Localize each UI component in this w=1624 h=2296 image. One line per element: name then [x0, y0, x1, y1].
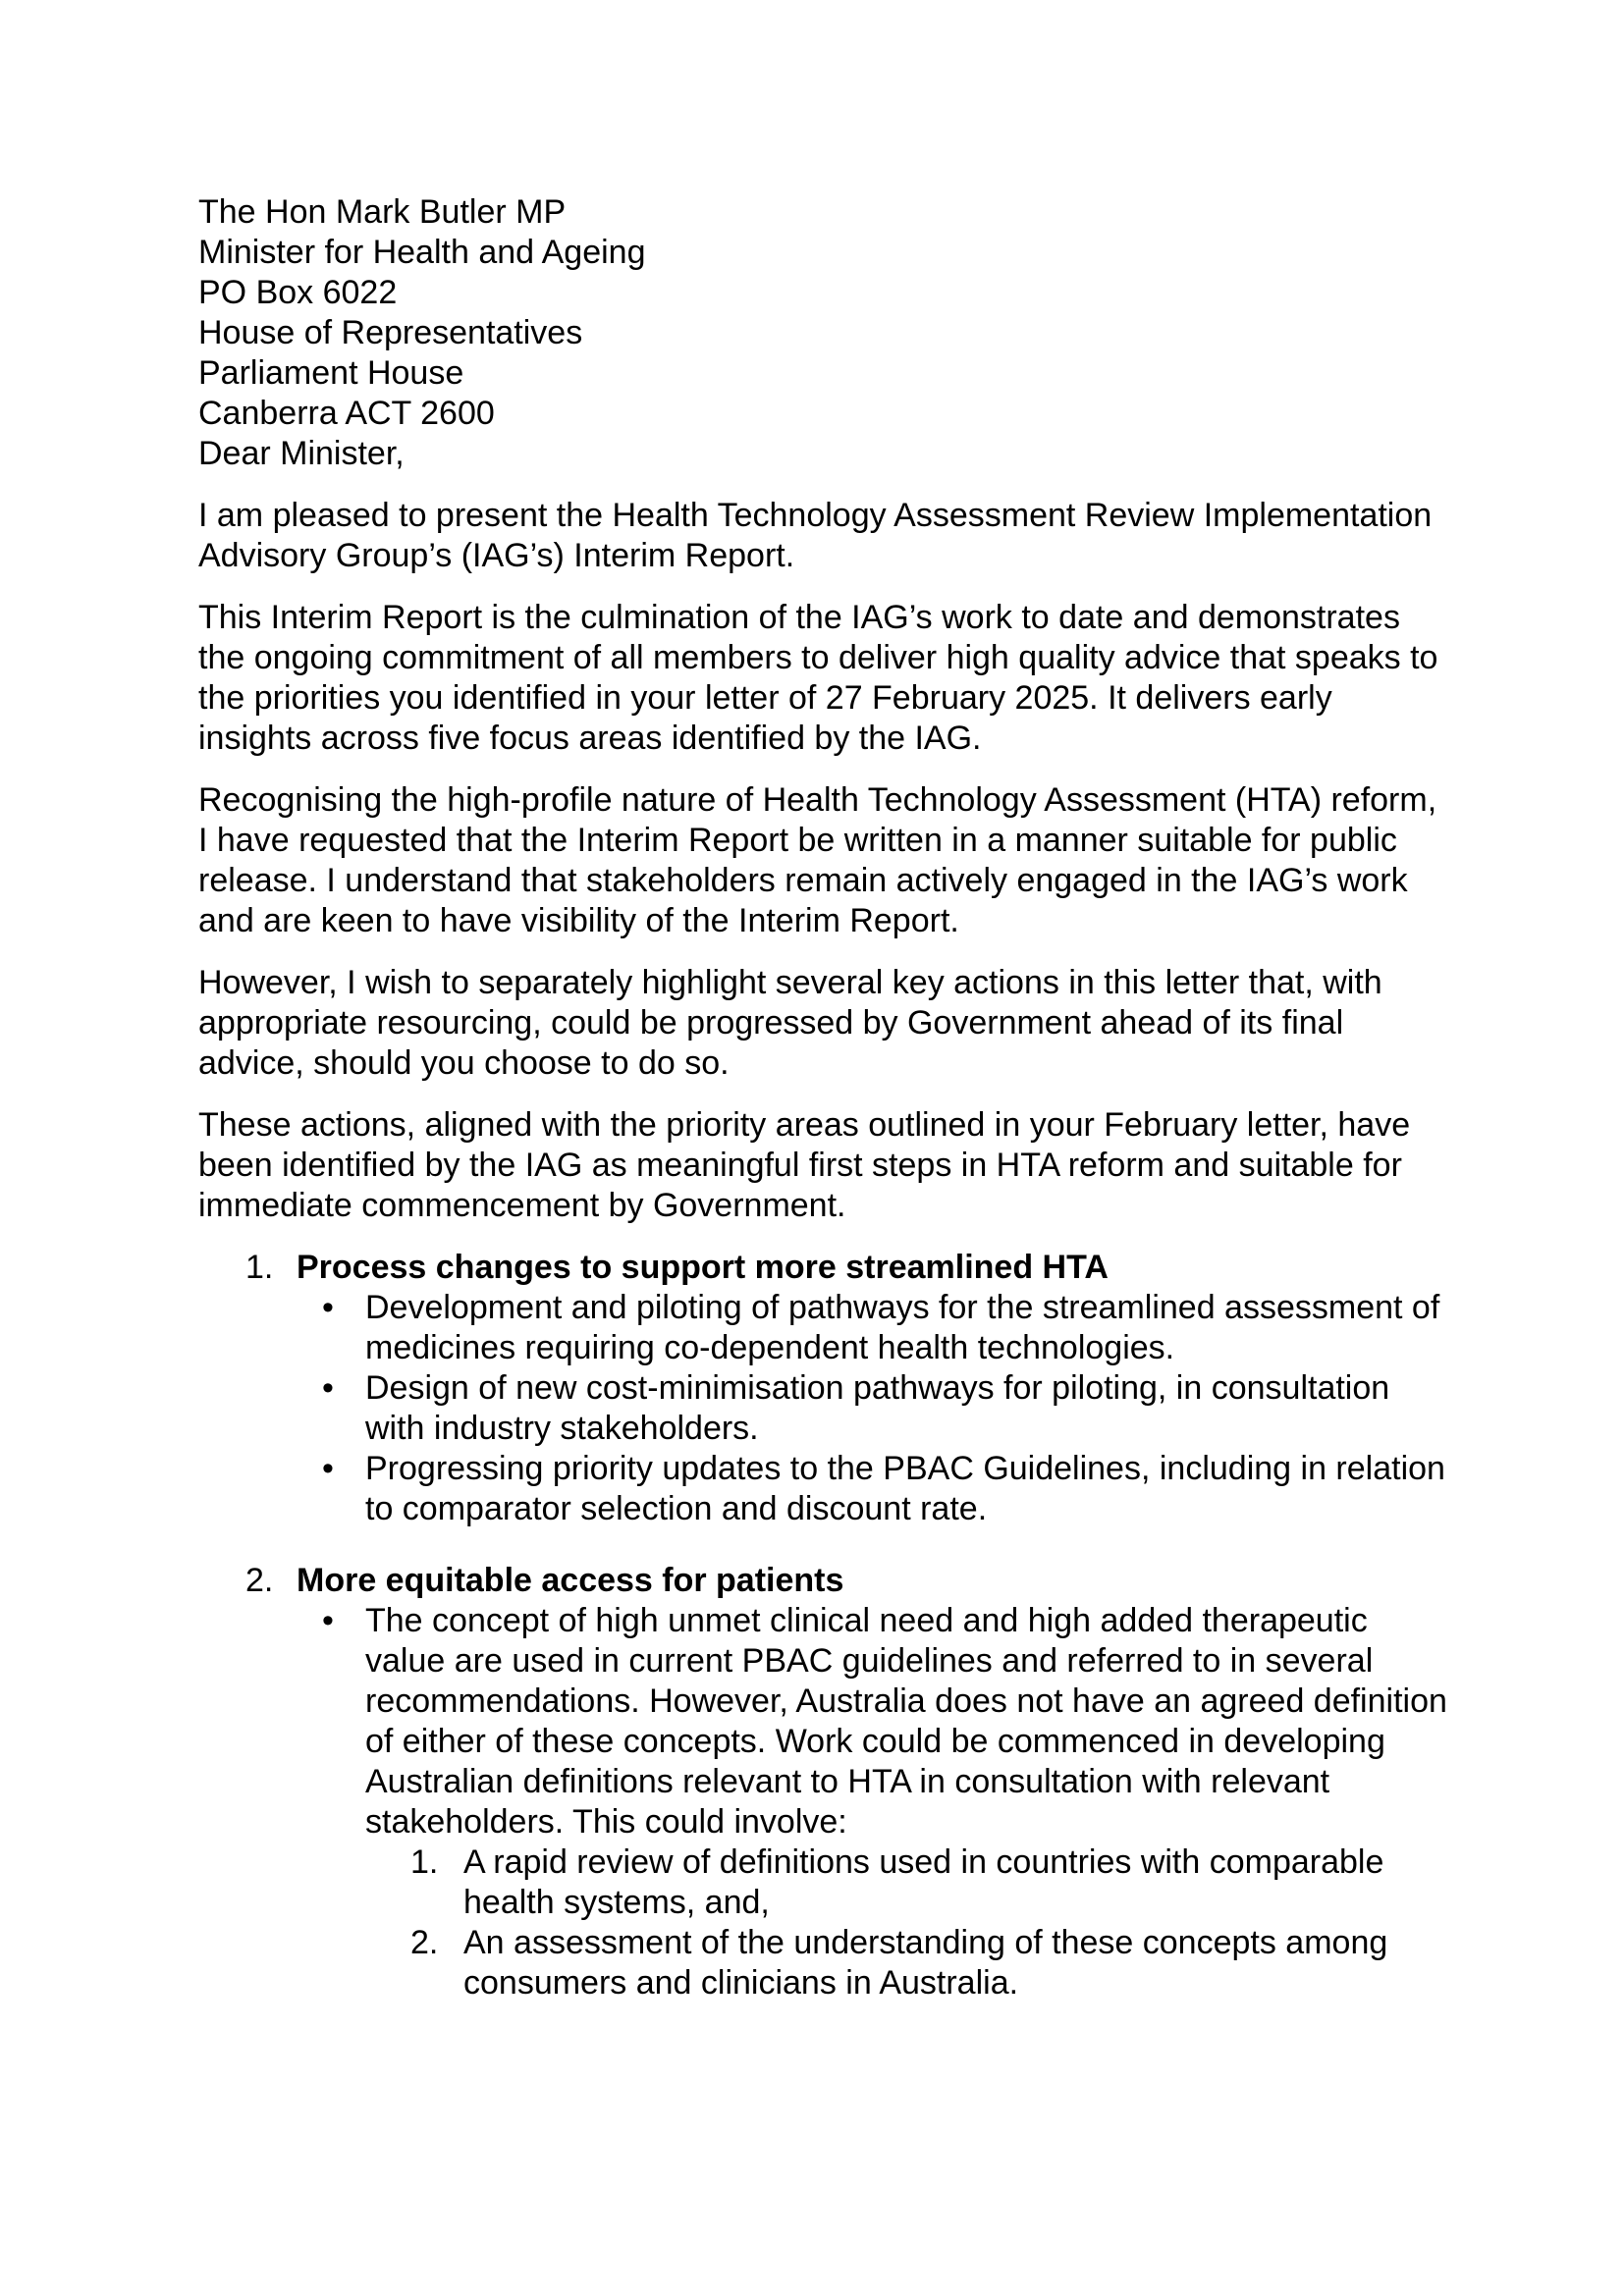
body-paragraph	[198, 598, 1455, 759]
text-line: Advisory Group’s (IAG’s) Interim Report.	[198, 537, 795, 574]
text-line: I have requested that the Interim Report be written in a manner suitable for public	[198, 822, 1397, 859]
text-line: value are used in current PBAC guidelines and referred to in several	[365, 1642, 1374, 1680]
text-line: the priorities you identified in your letter of 27 February 2025. It delivers early	[198, 679, 1332, 717]
text-line: insights across five focus areas identified by the IAG.	[198, 720, 982, 757]
text-line: with industry stakeholders.	[365, 1410, 759, 1447]
text-line: of either of these concepts. Work could be commenced in developing	[365, 1723, 1385, 1760]
text-line: stakeholders. This could involve:	[365, 1803, 847, 1841]
action-item	[198, 1248, 1455, 1529]
action-item	[198, 1561, 1455, 2003]
text-line: The concept of high unmet clinical need and high added therapeutic	[365, 1602, 1368, 1639]
bullet-item	[297, 1601, 1455, 2003]
bullet-item	[297, 1288, 1455, 1368]
salutation: Dear Minister,	[198, 435, 405, 472]
sub-list-item	[365, 1923, 1455, 2003]
text-line: immediate commencement by Government.	[198, 1187, 846, 1224]
text-line: medicines requiring co-dependent health technologies.	[365, 1329, 1175, 1366]
action-title: Process changes to support more streamlined HTA	[297, 1249, 1109, 1286]
action-number: 2.	[245, 1562, 274, 1599]
text-line: the ongoing commitment of all members to deliver high quality advice that speaks to	[198, 639, 1438, 676]
address-line: PO Box 6022	[198, 274, 398, 311]
address-line: House of Representatives	[198, 314, 583, 351]
text-line: health systems, and,	[463, 1884, 770, 1921]
text-line: Development and piloting of pathways for the streamlined assessment of	[365, 1289, 1440, 1326]
sub-list-item	[365, 1842, 1455, 1923]
text-line: to comparator selection and discount rate.	[365, 1490, 988, 1527]
bullet-icon: •	[322, 1450, 334, 1487]
text-line: Design of new cost-minimisation pathways for piloting, in consultation	[365, 1369, 1390, 1407]
text-line: consumers and clinicians in Australia.	[463, 1964, 1019, 2002]
text-line: However, I wish to separately highlight several key actions in this letter that, with	[198, 964, 1382, 1001]
sub-item-number: 1.	[410, 1843, 439, 1881]
text-line: and are keen to have visibility of the Interim Report.	[198, 902, 959, 939]
bullet-icon: •	[322, 1289, 334, 1326]
text-line: This Interim Report is the culmination of the IAG’s work to date and demonstrates	[198, 599, 1400, 636]
action-title: More equitable access for patients	[297, 1562, 844, 1599]
body-paragraph	[198, 963, 1455, 1084]
text-line: Progressing priority updates to the PBAC Guidelines, including in relation	[365, 1450, 1445, 1487]
bullet-item	[297, 1368, 1455, 1449]
text-line: Recognising the high-profile nature of Health Technology Assessment (HTA) reform,	[198, 781, 1437, 819]
action-number: 1.	[245, 1249, 274, 1286]
bullet-item	[297, 1449, 1455, 1529]
body-paragraph	[198, 1105, 1455, 1226]
sub-list	[365, 1842, 1455, 2003]
address-line: Canberra ACT 2600	[198, 395, 495, 432]
action-bullets	[297, 1601, 1455, 2003]
address-line: The Hon Mark Butler MP	[198, 193, 567, 231]
sub-item-number: 2.	[410, 1924, 439, 1961]
text-line: An assessment of the understanding of these concepts among	[463, 1924, 1388, 1961]
action-bullets	[297, 1288, 1455, 1529]
text-line: been identified by the IAG as meaningful first steps in HTA reform and suitable for	[198, 1147, 1402, 1184]
bullet-icon: •	[322, 1369, 334, 1407]
body-paragraph	[198, 496, 1455, 576]
body-paragraph	[198, 780, 1455, 941]
text-line: appropriate resourcing, could be progressed by Government ahead of its final	[198, 1004, 1344, 1041]
bullet-icon: •	[322, 1602, 334, 1639]
text-line: Australian definitions relevant to HTA in consultation with relevant	[365, 1763, 1330, 1800]
key-actions-list	[198, 1248, 1455, 2003]
recipient-address	[198, 192, 1455, 434]
letter-page	[198, 192, 1455, 2003]
text-line: A rapid review of definitions used in countries with comparable	[463, 1843, 1384, 1881]
address-line: Minister for Health and Ageing	[198, 234, 646, 271]
text-line: These actions, aligned with the priority areas outlined in your February letter, have	[198, 1106, 1411, 1144]
text-line: release. I understand that stakeholders remain actively engaged in the IAG’s work	[198, 862, 1408, 899]
address-line: Parliament House	[198, 354, 464, 392]
text-line: recommendations. However, Australia does not have an agreed definition	[365, 1682, 1447, 1720]
text-line: I am pleased to present the Health Technology Assessment Review Implementation	[198, 497, 1433, 534]
text-line: advice, should you choose to do so.	[198, 1044, 730, 1082]
